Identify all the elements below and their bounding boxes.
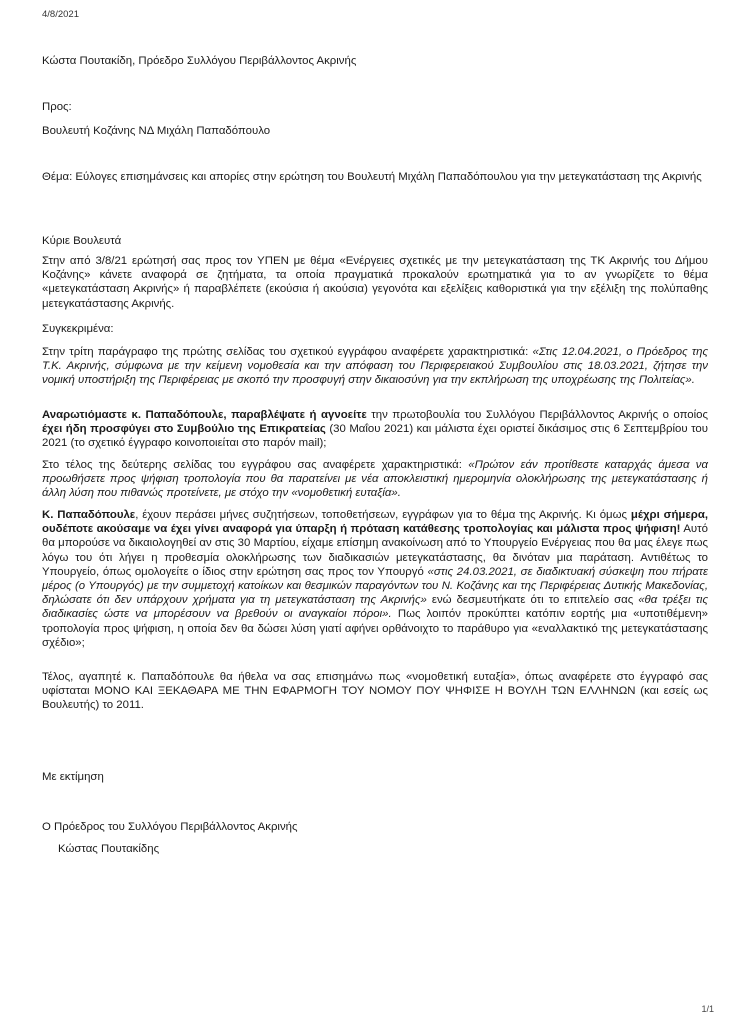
page-number: 1/1 [701,1003,714,1014]
paragraph-text: , έχουν περάσει μήνες συζητήσεων, τοποθετήσεων, εγγράφων για το θέμα της Ακρινής. Κι όμως [135,509,631,521]
subject-line: Θέμα: Εύλογες επισημάνσεις και απορίες στην ερώτηση του Βουλευτή Μιχάλη Παπαδόπουλου για την μετεγκατάσταση της Ακρινής [42,171,702,183]
closing-line: Με εκτίμηση [42,771,104,783]
paragraph-text: Αυτό θα μπορούσε να δικαιολογηθεί αν στις 30 Μαρτίου, είχαμε επίσημη ανακοίνωση από το Υπουργείο Ενέργειας που θα μας έλεγε πως λόγω του ότι λήγει η προθεσμία ολοκλήρωσης των διαδικασιών μετεγκατάστασης, θα δινόταν μια παράταση. Αντιθέτως το Υπουργείο, όπως ομολογείτε ο ίδιος στην ερώτηση σας προς τον Υπουργό [42,523,708,578]
paragraph-council-of-state [42,408,708,451]
paragraph-text: (30 Μαΐου 2021) και μάλιστα έχει οριστεί δικάσιμος στις 6 Σεπτεμβρίου του 2021 (το σχετικό έγγραφο κοινοποιείται στο παρόν mail); [42,423,708,450]
signature-title: Ο Πρόεδρος του Συλλόγου Περιβάλλοντος Ακρινής [42,821,298,833]
bold-text: έχει ήδη προσφύγει στο Συμβούλιο της Επικρατείας [42,423,326,436]
salutation: Κύριε Βουλευτά [42,235,122,247]
quoted-text: «θα τρέξει τις διαδικασίες ώστε να μπορέσουν να βρεθούν οι αναγκαίοι πόροι». [42,594,709,621]
paragraph-text: Στο τέλος της δεύτερης σελίδας του εγγράφου σας αναφέρετε χαρακτηριστικά: [42,459,469,471]
signature-name: Κώστας Πουτακίδης [58,843,160,855]
paragraph-third-page-quote [42,345,708,388]
to-label: Προς: [42,101,72,113]
paragraph-amendment [42,508,708,650]
recipient-line: Βουλευτή Κοζάνης ΝΔ Μιχάλη Παπαδόπουλο [42,125,271,137]
paragraph-conclusion: Τέλος, αγαπητέ κ. Παπαδόπουλε θα ήθελα να σας επισημάνω πως «νομοθετική ευταξία», όπως αναφέρετε στο έγγραφό σας υφίσταται ΜΟΝΟ ΚΑΙ ΞΕΚΑΘΑΡΑ ΜΕ ΤΗΝ ΕΦΑΡΜΟΓΗ ΤΟΥ ΝΟΜΟΥ ΠΟΥ ΨΗΦΙΣΕ Η ΒΟΥΛΗ ΤΩΝ ΕΛΛΗΝΩΝ (και εσείς ως Βουλευτής) το 2011. [42,671,708,712]
paragraph-text: την πρωτοβουλία του Συλλόγου Περιβάλλοντος Ακρινής ο οποίος [366,409,708,421]
paragraph-text: Πως λοιπόν προκύπτει κατόπιν εορτής μια «υποτιθέμενη» τροπολογία προς ψήφιση, η οποία δεν θα δώσει λύση γιατί αφήνει ορθάνοιχτο το παράθυρο για «εναλλακτικό της μετεγκατάστασης σχέδιο»; [42,608,708,649]
bold-text: Αναρωτιόμαστε κ. Παπαδόπουλε, παραβλέψατε ή αγνοείτε [42,409,367,421]
bold-text: μέχρι σήμερα, ουδέποτε ακούσαμε να έχει γίνει αναφορά για ύπαρξη ή πρόταση κατάθεσης τροπολογίας και μάλιστα προς ψήφιση! [42,509,708,536]
quoted-text: «στις 24.03.2021, σε διαδικτυακή σύσκεψη που πήρατε μέρος (ο Υπουργός) με την συμμετοχή κατοίκων και θεσμικών παραγόντων του Ν. Κοζάνης και της Περιφέρειας Δυτικής Μακεδονίας, δηλώσατε ότι δεν υπάρχουν χρήματα για τη μετεγκατάσταση της Ακρινής» [42,565,709,607]
paragraph-text: ενώ δεσμευτήκατε ότι το επιτελείο σας [426,594,639,607]
bold-text: Κ. Παπαδόπουλε [42,509,136,521]
paragraph-intro: Στην από 3/8/21 ερώτησή σας προς τον ΥΠΕΝ με θέμα «Ενέργειες σχετικές με την μετεγκατάσταση της ΤΚ Ακρινής του Δήμου Κοζάνης» κάνετε αναφορά σε ζητήματα, τα οποία πραγματικά προκαλούν ερωτηματικά για το αν γνωρίζετε το θέμα «μετεγκατάσταση Ακρινής» ή παραβλέπετε (εκούσια ή ακούσια) γεγονότα και εξελίξεις καθοριστικά για την εξέλιξη της πολύπαθης μετεγκατάστασης Ακρινής. [42,255,708,310]
specifically-label: Συγκεκριμένα: [42,323,114,335]
paragraph-text: Στην τρίτη παράγραφο της πρώτης σελίδας του σχετικού εγγράφου αναφέρετε χαρακτηριστικά: [42,346,533,358]
quoted-text: «Στις 12.04.2021, ο Πρόεδρος της Τ.Κ. Ακρινής, σύμφωνα με την κείμενη νομοθεσία και την απόφαση του Περιφερειακού Συμβουλίου στις 18.03.2021, ζήτησε την νομική υποστήριξη της Περιφέρειας με σκοπό την προσφυγή στην δικαιοσύνη για την εκπλήρωση της υποχρέωσης της Πολιτείας». [42,346,708,387]
document-date: 4/8/2021 [42,9,79,20]
quoted-text: «Πρώτον εάν προτίθεστε καταρχάς άμεσα να προωθήσετε προς ψήφιση τροπολογία που θα παρατείνει με νέα αποκλειστική ημερομηνία ολοκλήρωσης της μετεγκατάστασης ή άλλη λύση που πιθανώς προτείνετε, με στόχο την «νομοθετική ευταξία». [42,459,709,500]
sender-line: Κώστα Πουτακίδη, Πρόεδρο Συλλόγου Περιβάλλοντος Ακρινής [42,55,357,67]
paragraph-second-page-quote [42,458,708,501]
